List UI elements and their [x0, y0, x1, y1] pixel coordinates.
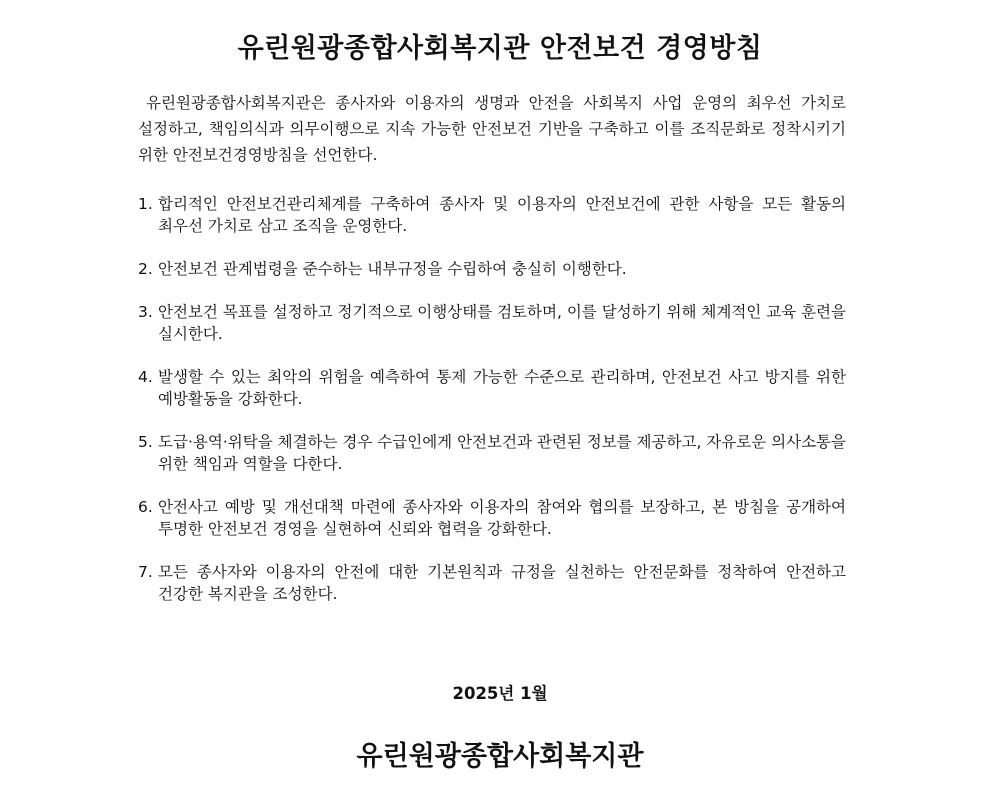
policy-item-text: 안전보건 관계법령을 준수하는 내부규정을 수립하여 충실히 이행한다. [158, 260, 627, 278]
policy-item-3 [138, 301, 846, 345]
policy-item-4 [138, 366, 846, 410]
policy-item-1 [138, 193, 846, 237]
policy-item-text: 모든 종사자와 이용자의 안전에 대한 기본원칙과 규정을 실천하는 안전문화를 정착하여 안전하고 건강한 복지관을 조성한다. [158, 563, 846, 603]
policy-item-text: 안전보건 목표를 설정하고 정기적으로 이행상태를 검토하며, 이를 달성하기 위해 체계적인 교육 훈련을 실시한다. [158, 303, 846, 343]
policy-item-text: 안전사고 예방 및 개선대책 마련에 종사자와 이용자의 참여와 협의를 보장하고, 본 방침을 공개하여 투명한 안전보건 경영을 실현하여 신뢰와 협력을 강화한다. [158, 498, 846, 538]
policy-item-6 [138, 496, 846, 540]
organization-name: 유린원광종합사회복지관 [356, 741, 644, 772]
policy-item-number: 5. [138, 433, 153, 451]
policy-item-number: 3. [138, 303, 153, 321]
policy-item-number: 6. [138, 498, 153, 516]
policy-item-number: 1. [138, 195, 153, 213]
policy-item-text: 합리적인 안전보건관리체계를 구축하여 종사자 및 이용자의 안전보건에 관한 사항을 모든 활동의 최우선 가치로 삼고 조직을 운영한다. [158, 195, 846, 235]
policy-item-text: 도급·용역·위탁을 체결하는 경우 수급인에게 안전보건과 관련된 정보를 제공하고, 자유로운 의사소통을 위한 책임과 역할을 다한다. [158, 433, 846, 473]
policy-item-number: 4. [138, 368, 153, 386]
intro-paragraph: 유린원광종합사회복지관은 종사자와 이용자의 생명과 안전을 사회복지 사업 운영의 최우선 가치로 설정하고, 책임의식과 의무이행으로 지속 가능한 안전보건 기반을 구축하고 이를 조직문화로 정착시키기 위한 안전보건경영방침을 선언한다. [138, 94, 846, 164]
policy-item-text: 발생할 수 있는 최악의 위험을 예측하여 통제 가능한 수준으로 관리하며, 안전보건 사고 방지를 위한 예방활동을 강화한다. [158, 368, 846, 408]
policy-item-number: 7. [138, 563, 153, 581]
policy-item-7 [138, 561, 846, 605]
policy-list [138, 193, 846, 626]
policy-item-2 [138, 258, 846, 280]
policy-item-number: 2. [138, 260, 153, 278]
policy-item-5 [138, 431, 846, 475]
document-title: 유린원광종합사회복지관 안전보건 경영방침 [237, 33, 763, 64]
issue-date: 2025년 1월 [452, 684, 548, 703]
